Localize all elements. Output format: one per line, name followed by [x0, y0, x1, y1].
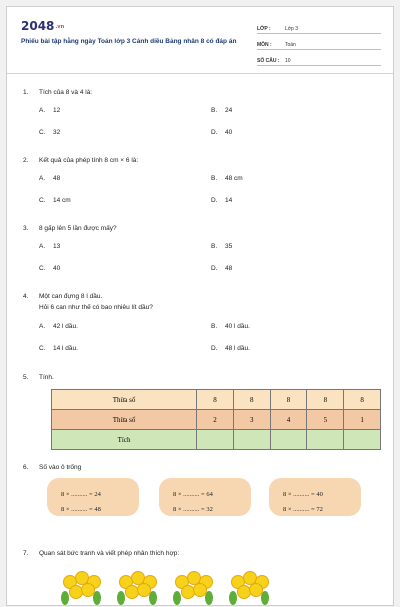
- fill-equation: 8 × .......... = 40: [283, 491, 323, 498]
- site-logo[interactable]: 2048.vn: [21, 19, 65, 33]
- table-cell: Thừa số: [52, 390, 197, 410]
- q1-option-a[interactable]: A. 12: [39, 107, 61, 114]
- product-cell-4[interactable]: [307, 430, 344, 450]
- question-6: 6. Số vào ô trống: [23, 464, 82, 471]
- question-2: 2. Kết quả của phép tính 8 cm × 6 là:: [23, 157, 139, 164]
- table-row-factor-2: [52, 410, 381, 430]
- header-divider: [7, 73, 393, 74]
- flower-illustration: [59, 569, 289, 607]
- table-cell: Thừa số: [52, 410, 197, 430]
- table-cell: 1: [344, 410, 381, 430]
- table-cell: 8: [270, 390, 307, 410]
- table-cell: 8: [307, 390, 344, 410]
- page-title: Phiếu bài tập hằng ngày Toán lớp 3 Cánh diều Bảng nhân 8 có đáp án: [21, 38, 237, 45]
- product-cell-3[interactable]: [270, 430, 307, 450]
- q2-option-a[interactable]: A. 48: [39, 175, 61, 182]
- q4-option-c[interactable]: C. 14 l dầu.: [39, 345, 78, 352]
- product-cell-2[interactable]: [233, 430, 270, 450]
- fill-equation: 8 × .......... = 24: [61, 491, 101, 498]
- question-1: 1. Tích của 8 và 4 là:: [23, 89, 93, 96]
- meta-question-count: SỐ CÂU : 10: [257, 51, 381, 66]
- q4-option-a[interactable]: A. 42 l dầu.: [39, 323, 78, 330]
- q2-option-b[interactable]: B. 48 cm: [211, 175, 243, 182]
- q4-option-d[interactable]: D. 48 l dầu.: [211, 345, 250, 352]
- table-cell: 3: [233, 410, 270, 430]
- q2-option-d[interactable]: D. 14: [211, 197, 233, 204]
- table-cell: 2: [197, 410, 234, 430]
- q3-option-a[interactable]: A. 13: [39, 243, 61, 250]
- product-cell-1[interactable]: [197, 430, 234, 450]
- meta-panel: [257, 19, 381, 67]
- table-row-product: [52, 430, 381, 450]
- fill-equation: 8 × .......... = 48: [61, 506, 101, 513]
- flower-bunch-icon: [227, 569, 273, 607]
- q1-option-c[interactable]: C. 32: [39, 129, 61, 136]
- fill-equation: 8 × .......... = 64: [173, 491, 213, 498]
- q3-option-d[interactable]: D. 48: [211, 265, 233, 272]
- q3-option-b[interactable]: B. 35: [211, 243, 233, 250]
- q3-option-c[interactable]: C. 40: [39, 265, 61, 272]
- q4-option-b[interactable]: B. 40 l dầu.: [211, 323, 250, 330]
- fill-equation: 8 × .......... = 32: [173, 506, 213, 513]
- multiplication-table: [51, 389, 381, 450]
- fill-box-2[interactable]: [159, 478, 251, 516]
- fill-equation: 8 × .......... = 72: [283, 506, 323, 513]
- question-5: 5. Tính.: [23, 374, 54, 381]
- table-cell: 8: [344, 390, 381, 410]
- table-cell: 4: [270, 410, 307, 430]
- table-cell: Tích: [52, 430, 197, 450]
- worksheet-page: [6, 6, 394, 606]
- q1-option-d[interactable]: D. 40: [211, 129, 233, 136]
- product-cell-5[interactable]: [344, 430, 381, 450]
- table-row-factor-1: [52, 390, 381, 410]
- flower-bunch-icon: [171, 569, 217, 607]
- flower-bunch-icon: [59, 569, 105, 607]
- question-3: 3. 8 gấp lên 5 lần được mấy?: [23, 225, 117, 232]
- fill-box-1[interactable]: [47, 478, 139, 516]
- fill-box-3[interactable]: [269, 478, 361, 516]
- flower-bunch-icon: [115, 569, 161, 607]
- question-4-line-2: Hỏi 6 can như thế có bao nhiêu lít dầu?: [39, 304, 153, 311]
- table-cell: 5: [307, 410, 344, 430]
- question-4: 4. Một can đựng 8 l dầu.: [23, 293, 103, 300]
- q1-option-b[interactable]: B. 24: [211, 107, 233, 114]
- question-7: 7. Quan sát bức tranh và viết phép nhân thích hợp:: [23, 550, 180, 557]
- table-cell: 8: [233, 390, 270, 410]
- table-cell: 8: [197, 390, 234, 410]
- q2-option-c[interactable]: C. 14 cm: [39, 197, 71, 204]
- meta-subject: MÔN : Toán: [257, 35, 381, 50]
- meta-class: LỚP : Lớp 3: [257, 19, 381, 34]
